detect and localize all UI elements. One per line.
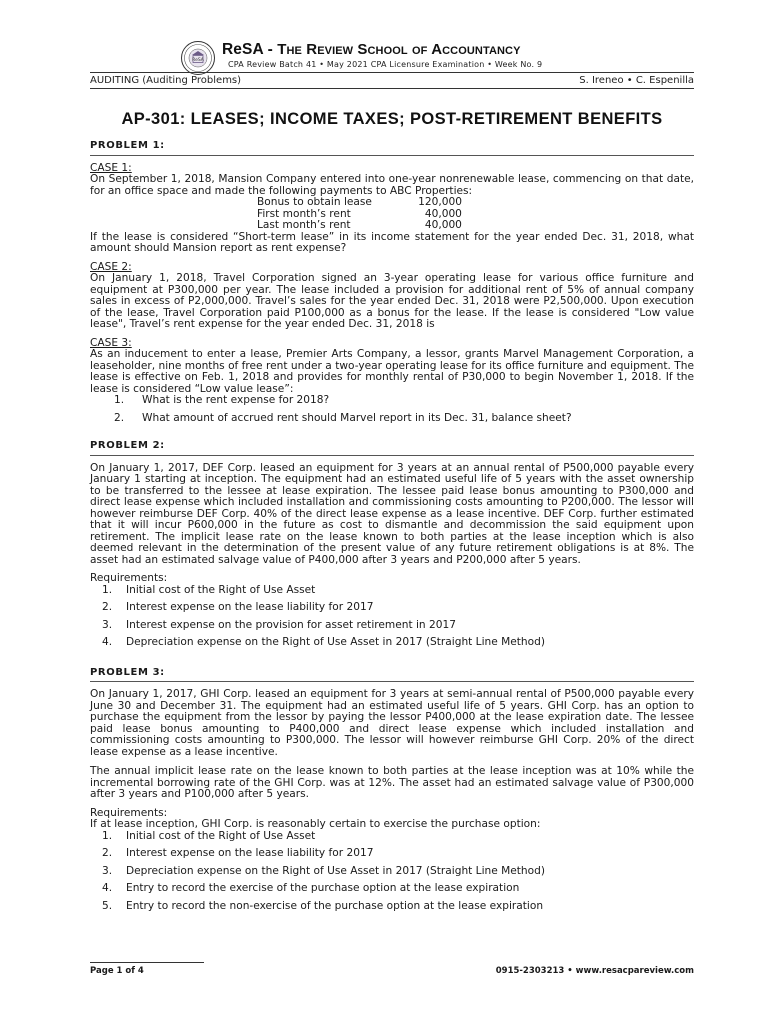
list-item: 4. Entry to record the exercise of the purchase option at the lease expiration (102, 882, 520, 894)
list-item: 4. Depreciation expense on the Right of Use Asset in 2017 (Straight Line Method) (102, 636, 545, 648)
list-item: 3. Interest expense on the provision for asset retirement in 2017 (102, 618, 456, 631)
list-item: 3. Depreciation expense on the Right of Use Asset in 2017 (Straight Line Method) (102, 864, 545, 877)
table-row (257, 197, 498, 209)
problem3-text2: The annual implicit lease rate on the lease known to both parties at the lease inception was at 10% while the incremental borrowing rate of the GHI Corp. was at 12%. The asset had an estimated salvage value of P300,000 after 3 years and P100,000 after 5 years. (90, 765, 694, 800)
case2 (90, 262, 694, 331)
case2-label: CASE 2: (90, 260, 132, 273)
problem1-heading: PROBLEM 1: (90, 140, 165, 151)
case3-text: As an inducement to enter a lease, Premier Arts Company, a lessor, grants Marvel Management Corporation, a leaseholder, nine months of free rent under a two-year operating lease for its office furniture and equipment. The lease is effective on Feb. 1, 2018 and provides for monthly rental of P30,000 to begin November 1, 2018. If the lease is considered “Low value lease”: (90, 348, 694, 395)
subheader-rule (90, 88, 694, 89)
resa-logo-icon (180, 40, 216, 76)
problem3-heading: PROBLEM 3: (90, 666, 165, 678)
payment-amount: 40,000 (424, 219, 462, 231)
problem2-requirements (102, 583, 694, 649)
contact-info: 0915-2303213 • www.resacpareview.com (495, 966, 694, 976)
list-item: 2. Interest expense on the lease liability for 2017 (102, 847, 374, 859)
list-item: 1. Initial cost of the Right of Use Asset (102, 583, 316, 596)
header-rule (90, 72, 694, 73)
authors-label: S. Ireneo • C. Espenilla (579, 75, 694, 86)
tagline: CPA Review Batch 41 • May 2021 CPA Licensure Examination • Week No. 9 (228, 60, 543, 69)
problem2 (90, 440, 694, 649)
payments-table (257, 197, 498, 232)
logo-text: ReSA (192, 58, 204, 63)
problem3-req-intro: If at lease inception, GHI Corp. is reasonably certain to exercise the purchase option: (90, 818, 541, 830)
problem3-req-label: Requirements: (90, 806, 168, 819)
table-row (257, 220, 498, 232)
list-item: 2. Interest expense on the lease liability for 2017 (102, 601, 374, 613)
letterhead (180, 38, 600, 74)
case3-questions (114, 394, 694, 424)
problem3 (90, 667, 694, 913)
case1-question: If the lease is considered “Short-term lease” in its income statement for the year ended Dec. 31, 2018, what amount should Mansion report as rent expense? (90, 230, 694, 254)
brand-main: ReSA - (222, 41, 278, 58)
case1-label: CASE 1: (90, 161, 132, 174)
problem3-requirements (102, 829, 694, 913)
payment-amount: 40,000 (424, 207, 462, 220)
payment-item: Last month’s rent (257, 219, 351, 231)
page-number: Page 1 of 4 (90, 966, 144, 976)
problem2-req-label: Requirements: (90, 572, 168, 584)
list-item: 2. What amount of accrued rent should Marvel report in its Dec. 31, balance sheet? (114, 411, 572, 424)
problem1-rule (90, 155, 694, 156)
case3 (90, 338, 694, 425)
brand-name (222, 41, 521, 59)
list-item: 5. Entry to record the non-exercise of the purchase option at the lease expiration (102, 899, 544, 912)
payment-amount: 120,000 (418, 196, 462, 208)
problem3-text1: On January 1, 2017, GHI Corp. leased an equipment for 3 years at semi-annual rental of P500,000 payable every June 30 and December 31. The equipment had an estimated useful life of 5 years. GHI Corp. has an option to purchase the equipment from the lessor by paying the lessor P400,000 at the lease expiration date. The lessee paid lease bonus amounting to P400,000 and direct lease expense which included installation and commissioning costs amounting to P300,000. The lessor will however reimburse GHI Corp. 20% of the direct lease expense as a lease incentive. (90, 688, 694, 758)
footer-rule (90, 962, 204, 963)
problem2-rule (90, 455, 694, 456)
brand-school: The Review School of Accountancy (277, 41, 521, 58)
document-title: AP-301: LEASES; INCOME TAXES; POST-RETIREMENT BENEFITS (121, 110, 663, 128)
case1-text: On September 1, 2018, Mansion Company entered into one-year nonrenewable lease, commencing on that date, for an office space and made the following payments to ABC Properties: (90, 173, 694, 197)
problem3-rule (90, 681, 694, 682)
problem2-heading: PROBLEM 2: (90, 440, 165, 451)
content (90, 140, 694, 912)
case2-text: On January 1, 2018, Travel Corporation signed an 3-year operating lease for various office furniture and equipment at P300,000 per year. The lease included a provision for additional rent of 5% of annual company sales in excess of P2,000,000. Travel’s sales for the year ended Dec. 31, 2018 were P2,500,000. Upon execution of the lease, Travel Corporation paid P100,000 as a bonus for the lease. If the lease is considered "Low value lease", Travel’s rent expense for the year ended Dec. 31, 2018 is (90, 272, 694, 330)
list-item: 1. Initial cost of the Right of Use Asset (102, 829, 316, 842)
list-item: 1. What is the rent expense for 2018? (114, 394, 330, 406)
case3-label: CASE 3: (90, 336, 132, 349)
payment-item: First month’s rent (257, 207, 351, 220)
payment-item: Bonus to obtain lease (257, 196, 372, 208)
subject-label: AUDITING (Auditing Problems) (90, 75, 242, 86)
problem2-text: On January 1, 2017, DEF Corp. leased an equipment for 3 years at an annual rental of P500,000 payable every January 1 starting at inception. The equipment had an estimated useful life of 5 years with the asset ownership to be transferred to the lessee at lease expiration. The lessee paid lease bonus amounting to P300,000 and direct lease expense which included installation and commissioning costs amounting to P200,000. The lessor will however reimburse DEF Corp. 40% of the direct lease expense as a lease incentive. DEF Corp. further estimated that it will incur P600,000 in the future as cost to dismantle and decommission the said equipment upon retirement. The implicit lease rate on the lease known to both parties at the lease inception which is also deemed relevant in the determination of the present value of any future retirement obligations is at 8%. The asset had an estimated salvage value of P400,000 after 3 years and P200,000 after 5 years. (90, 461, 694, 566)
case1 (90, 163, 694, 255)
